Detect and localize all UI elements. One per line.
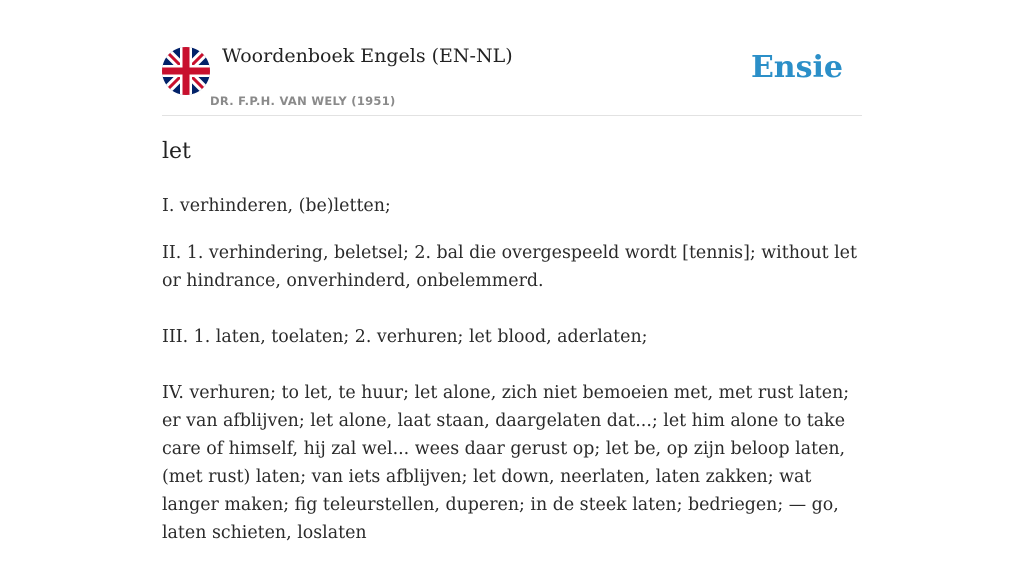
dictionary-author: DR. F.P.H. VAN WELY (1951) [210,94,396,108]
sense-1: I. verhinderen, (be)letten; [162,196,391,216]
page [162,0,862,543]
ensie-logo-link[interactable]: Ensie [750,50,843,85]
entry-definition [162,192,862,575]
sense-3: III. 1. laten, toelaten; 2. verhuren; let blood, aderlaten; [162,327,648,347]
dictionary-title[interactable]: Woordenboek Engels (EN-NL) [222,45,513,67]
sense-4: IV. verhuren; to let, te huur; let alone, zich niet bemoeien met, met rust laten; er van afblijven; let alone, laat staan, daargelaten dat...; let him alone to take care of himself, hij zal wel... wees daar gerust op; let be, op zijn beloop laten, (met rust) laten; van iets afblijven; let down, neerlaten, laten zakken; wat langer maken; fig teleurstellen, duperen; in de steek laten; bedriegen; — go, laten schieten, loslaten [162,383,850,543]
headword: let [162,139,191,164]
sense-2: II. 1. verhindering, beletsel; 2. bal die overgespeeld wordt [tennis]; without let or hindrance, onverhinderd, onbelemmerd. [162,243,857,291]
dictionary-header [162,0,862,116]
uk-flag-icon [162,47,210,95]
